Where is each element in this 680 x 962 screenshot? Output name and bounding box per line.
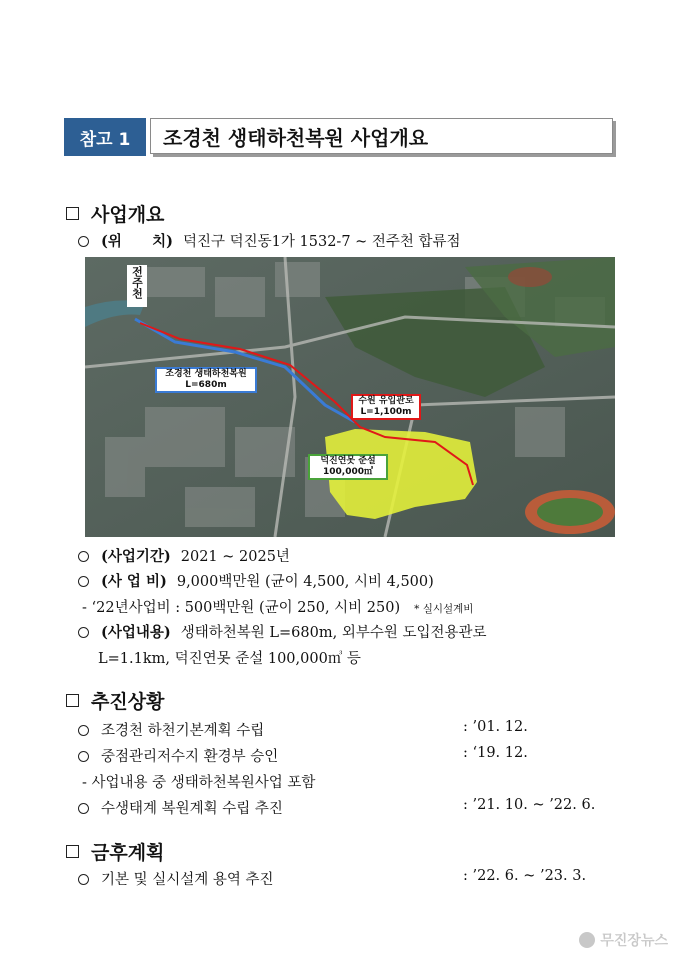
dredge-label-title: 덕진연못 준설 xyxy=(320,456,376,466)
dredge-label-volume: 100,000㎥ xyxy=(323,467,373,477)
progress-item-date: : ‘19. 12. xyxy=(463,745,528,761)
cost-value: 9,000백만원 (균이 4,500, 시비 4,500) xyxy=(176,574,434,590)
watermark-logo-icon xyxy=(579,932,595,948)
cost-key: (사 업 비) xyxy=(101,573,167,590)
section-heading-overview xyxy=(66,200,164,227)
progress-item-date: : ’21. 10. ~ ’22. 6. xyxy=(463,797,596,813)
restore-label xyxy=(155,367,257,393)
progress-item-text: 중점관리저수지 환경부 승인 xyxy=(101,749,279,765)
progress-sub-item-text: - 사업내용 중 생태하천복원사업 포함 xyxy=(82,775,316,791)
content-line xyxy=(78,621,487,642)
watermark xyxy=(579,930,668,950)
circle-bullet-icon xyxy=(78,551,89,562)
section-heading-text: 추진상황 xyxy=(91,691,165,713)
restore-label-length: L=680m xyxy=(185,380,227,390)
document-title: 조경천 생태하천복원 사업개요 xyxy=(150,118,613,154)
progress-item-date: : ’01. 12. xyxy=(463,719,528,735)
location-line xyxy=(78,230,461,251)
square-bullet-icon xyxy=(66,845,79,858)
period-value: 2021 ~ 2025년 xyxy=(180,549,290,565)
circle-bullet-icon xyxy=(78,627,89,638)
content-key: (사업내용) xyxy=(101,624,171,641)
location-value: 덕진구 덕진동1가 1532-7 ~ 전주천 합류점 xyxy=(183,234,461,250)
progress-sub-item xyxy=(82,771,315,792)
pipe-label xyxy=(351,394,421,420)
content-value-2: L=1.1km, 덕진연못 준설 100,000㎥ 등 xyxy=(98,651,361,667)
sub-cost-note: * 실시설계비 xyxy=(414,603,474,615)
sub-cost-text: - ‘22년사업비 : 500백만원 (균이 250, 시비 250) xyxy=(82,600,401,616)
pipe-label-length: L=1,100m xyxy=(360,407,412,417)
progress-item xyxy=(78,745,598,766)
content-value: 생태하천복원 L=680m, 외부수원 도입전용관로 xyxy=(180,625,487,641)
square-bullet-icon xyxy=(66,694,79,707)
circle-bullet-icon xyxy=(78,751,89,762)
watermark-text: 무진장뉴스 xyxy=(600,933,668,949)
sub-cost-line xyxy=(82,596,473,617)
progress-item-text: 수생태계 복원계획 수립 추진 xyxy=(101,801,283,817)
plan-item-date: : ’22. 6. ~ ’23. 3. xyxy=(463,868,587,884)
dredge-label xyxy=(308,454,388,480)
plan-item xyxy=(78,868,598,889)
section-heading-plan xyxy=(66,838,164,865)
period-line xyxy=(78,545,290,566)
circle-bullet-icon xyxy=(78,576,89,587)
content-line-2 xyxy=(98,647,361,668)
square-bullet-icon xyxy=(66,207,79,220)
location-key: (위 치) xyxy=(101,233,174,250)
circle-bullet-icon xyxy=(78,236,89,247)
cost-line xyxy=(78,570,434,591)
progress-item xyxy=(78,719,598,740)
circle-bullet-icon xyxy=(78,803,89,814)
circle-bullet-icon xyxy=(78,874,89,885)
section-heading-progress xyxy=(66,687,164,714)
river-label xyxy=(127,265,147,307)
aerial-map xyxy=(85,257,615,537)
restore-label-title: 조경천 생태하천복원 xyxy=(165,369,247,379)
reference-tag: 참고 1 xyxy=(64,118,146,156)
period-key: (사업기간) xyxy=(101,548,171,565)
circle-bullet-icon xyxy=(78,725,89,736)
progress-item-text: 조경천 하천기본계획 수립 xyxy=(101,723,265,739)
progress-item xyxy=(78,797,598,818)
river-label-text: 전주천 xyxy=(130,266,144,299)
plan-item-text: 기본 및 실시설계 용역 추진 xyxy=(101,872,274,888)
pipe-label-title: 수원 유입관로 xyxy=(358,396,414,406)
aerial-map-image xyxy=(85,257,615,537)
section-heading-text: 금후계획 xyxy=(91,842,165,864)
section-heading-text: 사업개요 xyxy=(91,204,165,226)
